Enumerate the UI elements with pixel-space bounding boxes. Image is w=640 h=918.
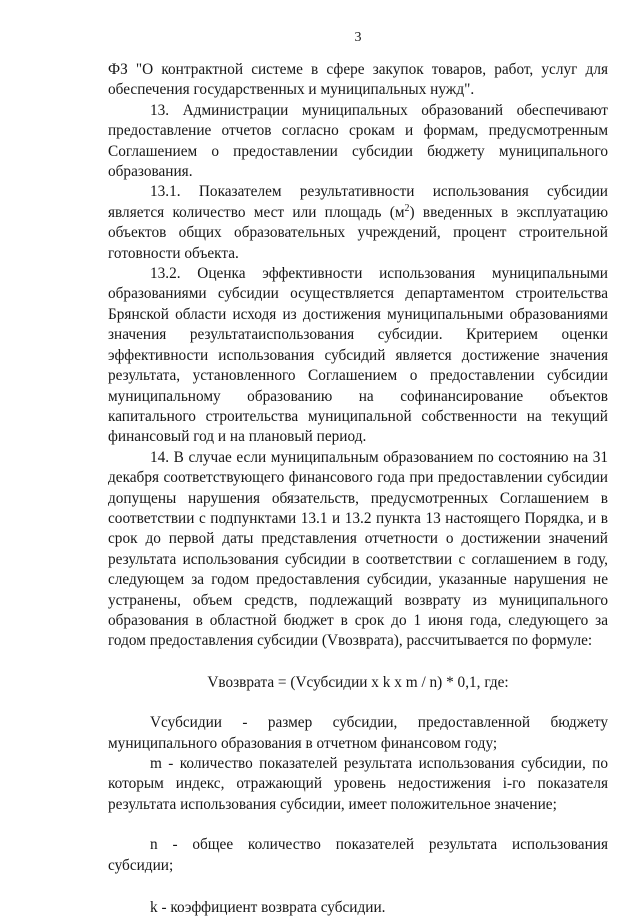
return-formula: Vвозврата = (Vсубсидии x k x m / n) * 0,1, где: [207, 673, 509, 691]
paragraph-14: 14. В случае если муниципальным образованием по состоянию на 31 декабря соответствующего финансового года при предоставлении субсидии допущены нарушения обязательств, предусмотренных Соглашением в соответствии с подпунктами 13.1 и 13.2 пункта 13 настоящего Порядка, и в срок до первой даты представления отчетности о достижении значений результата использования субсидии в соответствии с соглашением в году, следующем за годом предоставления субсидии, указанные нарушения не устранены, объем средств, подлежащий возврату из муниципального образования в областной бюджет в срок до 1 июня года, следующего за годом предоставления субсидии (Vвозврата), рассчитывается по формуле: [108, 448, 608, 650]
superscript-square: 2 [404, 202, 410, 214]
definition-v-subsidy: Vсубсидии - размер субсидии, предоставленной бюджету муниципального образования в отчетном финансовом году; [108, 714, 608, 752]
paragraph-13-1 [108, 182, 608, 264]
definition-m: m - количество показателей результата использования субсидии, по которым индекс, отражающий уровень недостижения i-го показателя результата использования субсидии, имеет положительное значение; [108, 755, 608, 813]
definition-n: n - общее количество показателей результата использования субсидии; [108, 836, 608, 874]
paragraph-13-1-text-b: ) введенных в эксплуатацию объектов общих образовательных учреждений, процент строительной готовности объекта. [108, 203, 608, 262]
definition-k: k - коэффициент возврата субсидии. [150, 899, 386, 917]
paragraph-law-reference: ФЗ "О контрактной системе в сфере закупок товаров, работ, услуг для обеспечения государственных и муниципальных нужд". [108, 61, 608, 99]
page-number: 3 [354, 30, 362, 45]
paragraph-13: 13. Администрации муниципальных образований обеспечивают предоставление отчетов согласно срокам и формам, предусмотренным Соглашением о предоставлении субсидии бюджету муниципального образования. [108, 101, 608, 181]
paragraph-13-2: 13.2. Оценка эффективности использования муниципальными образованиями субсидии осуществляется департаментом строительства Брянской области исходя из достижения муниципальными образованиями значения результатаиспользования субсидии. Критерием оценки эффективности использования субсидий является достижение значения результата, установленного Соглашением о предоставлении субсидии муниципальному образованию на софинансирование объектов капитального строительства муниципальной собственности на текущий финансовый год и на плановый период. [108, 265, 608, 446]
paragraph-13-1-text-a: 13.1. Показателем результативности использования субсидии является количество мест или площадь (м [108, 183, 608, 221]
